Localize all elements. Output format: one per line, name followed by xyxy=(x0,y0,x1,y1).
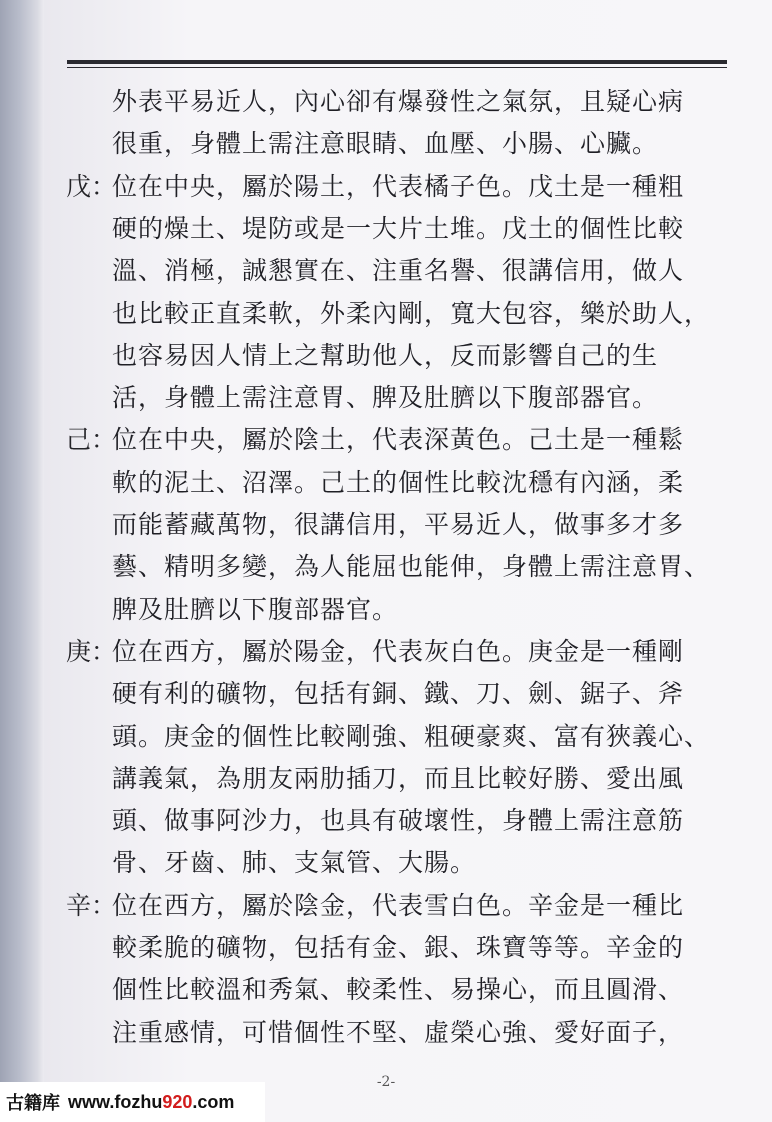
watermark-url-number: 920 xyxy=(162,1091,193,1112)
text-line: 溫、消極，誠懇實在、注重名譽、很講信用，做人 xyxy=(112,256,685,285)
text-line: 注重感情，可惜個性不堅、虛榮心強、愛好面子， xyxy=(112,1018,685,1047)
text-line: 活，身體上需注意胃、脾及肚臍以下腹部器官。 xyxy=(112,383,659,412)
header-rule-thin xyxy=(67,67,727,68)
text-line: 藝、精明多變，為人能屈也能伸，身體上需注意胃、 xyxy=(112,552,711,581)
header-rule-thick xyxy=(67,60,727,64)
text-line: 位在中央，屬於陽土，代表橘子色。戊土是一種粗 xyxy=(112,172,685,201)
text-line: 骨、牙齒、肺、支氣管、大腸。 xyxy=(112,848,477,877)
text-line: 脾及肚臍以下腹部器官。 xyxy=(112,595,399,624)
text-line: 外表平易近人，內心卻有爆發性之氣氛，且疑心病 xyxy=(112,87,685,116)
section-label: 己： xyxy=(66,425,117,454)
text-line: 也比較正直柔軟，外柔內剛，寬大包容，樂於助人， xyxy=(112,299,711,328)
text-line: 很重，身體上需注意眼睛、血壓、小腸、心臟。 xyxy=(112,129,659,158)
text-line: 位在西方，屬於陰金，代表雪白色。辛金是一種比 xyxy=(112,891,685,920)
text-line: 位在中央，屬於陰土，代表深黃色。己土是一種鬆 xyxy=(112,425,685,454)
section-label: 戊： xyxy=(66,172,117,201)
text-line: 較柔脆的礦物，包括有金、銀、珠寶等等。辛金的 xyxy=(112,933,685,962)
book-spine-shadow xyxy=(0,0,44,1122)
watermark-brand: 古籍库 xyxy=(6,1093,60,1113)
text-line: 頭。庚金的個性比較剛強、粗硬豪爽、富有狹義心、 xyxy=(112,722,711,751)
watermark-url-prefix: www.fozhu xyxy=(68,1091,163,1112)
watermark-url-suffix: .com xyxy=(192,1091,235,1112)
section-label: 辛： xyxy=(66,891,117,920)
text-line: 軟的泥土、沼澤。己土的個性比較沈穩有內涵，柔 xyxy=(112,468,685,497)
text-line: 也容易因人情上之幫助他人，反而影響自己的生 xyxy=(112,341,659,370)
section-label: 庚： xyxy=(66,637,117,666)
text-line: 而能蓄藏萬物，很講信用，平易近人，做事多才多 xyxy=(112,510,685,539)
text-line: 位在西方，屬於陽金，代表灰白色。庚金是一種剛 xyxy=(112,637,685,666)
text-line: 硬的燥土、堤防或是一大片土堆。戊土的個性比較 xyxy=(112,214,685,243)
text-line: 講義氣，為朋友兩肋插刀，而且比較好勝、愛出風 xyxy=(112,764,685,793)
site-watermark xyxy=(0,1082,265,1122)
text-line: 硬有利的礦物，包括有銅、鐵、刀、劍、鋸子、斧 xyxy=(112,679,685,708)
page-number: -2- xyxy=(376,1074,396,1090)
text-line: 個性比較溫和秀氣、較柔性、易操心，而且圓滑、 xyxy=(112,975,685,1004)
text-line: 頭、做事阿沙力，也具有破壞性，身體上需注意筋 xyxy=(112,806,685,835)
